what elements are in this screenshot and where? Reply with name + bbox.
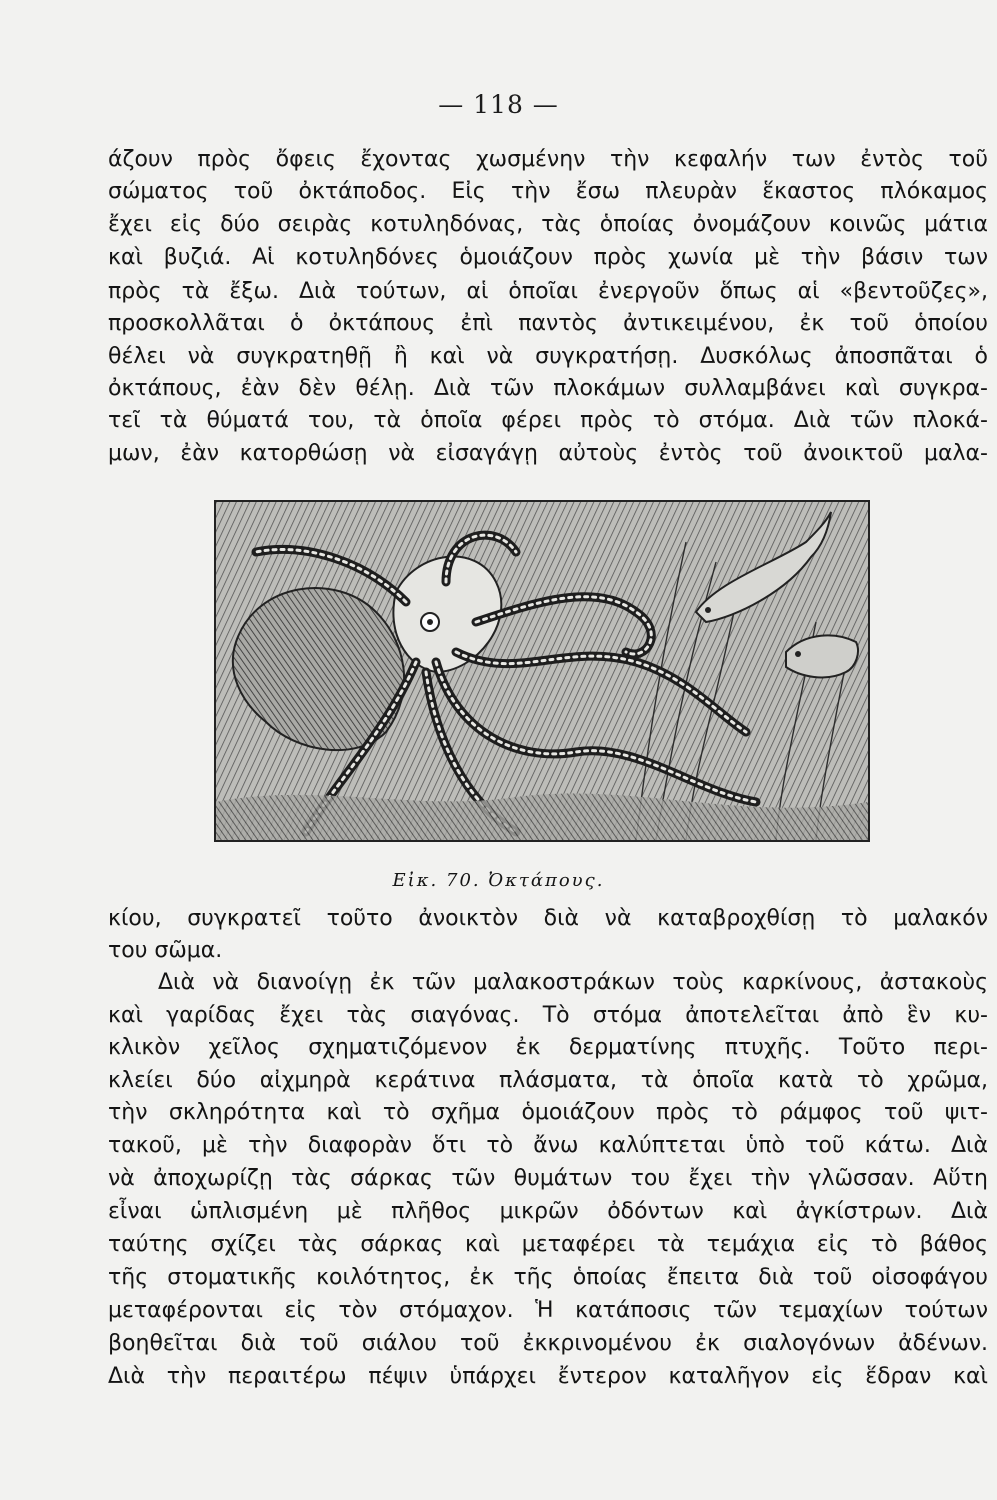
text-line: Διὰ νὰ διανοίγῃ ἐκ τῶν μαλακοστράκων τοὺς καρκίνους, ἀστακοὺς [158, 970, 988, 995]
text-line: ἔχει εἰς δύο σειρὰς κοτυληδόνας, τὰς ὁποίας ὀνομάζουν κοινῶς μάτια [108, 212, 988, 237]
text-line: άζουν πρὸς ὄφεις ἔχοντας χωσμένην τὴν κεφαλήν των ἐντὸς τοῦ [108, 147, 988, 172]
page-number: — 118 — [438, 90, 559, 119]
text-line: κίου, συγκρατεῖ τοῦτο ἀνοικτὸν διὰ νὰ καταβροχθίσῃ τὸ μαλακόν [108, 906, 988, 931]
text-line: καὶ βυζιά. Αἱ κοτυληδόνες ὁμοιάζουν πρὸς χωνία μὲ τὴν βάσιν των [108, 245, 988, 270]
text-line: ταύτης σχίζει τὰς σάρκας καὶ μεταφέρει τὰ τεμάχια εἰς τὸ βάθος [108, 1232, 988, 1257]
text-line: βοηθεῖται διὰ τοῦ σιάλου τοῦ ἐκκρινομένου ἐκ σιαλογόνων ἀδένων. [108, 1331, 988, 1356]
text-line: μεταφέρονται εἰς τὸν στόμαχον. Ἡ κατάποσις τῶν τεμαχίων τούτων [108, 1298, 988, 1323]
text-line: θέλει νὰ συγκρατηθῇ ἢ καὶ νὰ συγκρατήσῃ. Δυσκόλως ἀποσπᾶται ὁ [108, 344, 988, 369]
text-line: νὰ ἀποχωρίζῃ τὰς σάρκας τῶν θυμάτων του ἔχει τὴν γλῶσσαν. Αὕτη [108, 1166, 988, 1191]
text-line: εἶναι ὡπλισμένη μὲ πλῆθος μικρῶν ὀδόντων καὶ ἀγκίστρων. Διὰ [108, 1199, 988, 1224]
text-line: κλικὸν χεῖλος σχηματιζόμενον ἐκ δερματίνης πτυχῆς. Τοῦτο περι- [108, 1035, 988, 1060]
text-line: Διὰ τὴν περαιτέρω πέψιν ὑπάρχει ἔντερον καταλῆγον εἰς ἕδραν καὶ [108, 1364, 988, 1389]
text-line: τὴν σκληρότητα καὶ τὸ σχῆμα ὁμοιάζουν πρὸς τὸ ράμφος τοῦ ψιτ- [108, 1100, 988, 1125]
text-line: μων, ἐὰν κατορθώσῃ νὰ εἰσαγάγῃ αὐτοὺς ἐντὸς τοῦ ἀνοικτοῦ μαλα- [108, 441, 988, 466]
octopus-engraving [216, 502, 868, 840]
text-line: του σῶμα. [108, 938, 223, 963]
text-line: προσκολλᾶται ὁ ὀκτάπους ἐπὶ παντὸς ἀντικειμένου, ἐκ τοῦ ὁποίου [108, 311, 988, 336]
text-line: καὶ γαρίδας ἔχει τὰς σιαγόνας. Τὸ στόμα ἀποτελεῖται ἀπὸ ἓν κυ- [108, 1003, 988, 1028]
figure-caption: Εἰκ. 70. Ὀκτάπους. [392, 870, 605, 891]
text-line: κλείει δύο αἰχμηρὰ κεράτινα πλάσματα, τὰ ὁποῖα κατὰ τὸ χρῶμα, [108, 1068, 988, 1093]
octopus-illustration [214, 500, 870, 842]
text-line: τεῖ τὰ θύματά του, τὰ ὁποῖα φέρει πρὸς τὸ στόμα. Διὰ τῶν πλοκά- [108, 408, 988, 433]
text-line: ὀκτάπους, ἐὰν δὲν θέλῃ. Διὰ τῶν πλοκάμων συλλαμβάνει καὶ συγκρα- [108, 376, 988, 401]
text-line: τακοῦ, μὲ τὴν διαφορὰν ὅτι τὸ ἄνω καλύπτεται ὑπὸ τοῦ κάτω. Διὰ [108, 1133, 988, 1158]
text-line: σώματος τοῦ ὀκτάποδος. Εἰς τὴν ἔσω πλευρὰν ἕκαστος πλόκαμος [108, 179, 988, 204]
text-line: πρὸς τὰ ἔξω. Διὰ τούτων, αἱ ὁποῖαι ἐνεργοῦν ὅπως αἱ «βεντοῦζες», [108, 279, 988, 304]
text-line: τῆς στοματικῆς κοιλότητος, ἐκ τῆς ὁποίας ἔπειτα διὰ τοῦ οἰσοφάγου [108, 1265, 988, 1290]
